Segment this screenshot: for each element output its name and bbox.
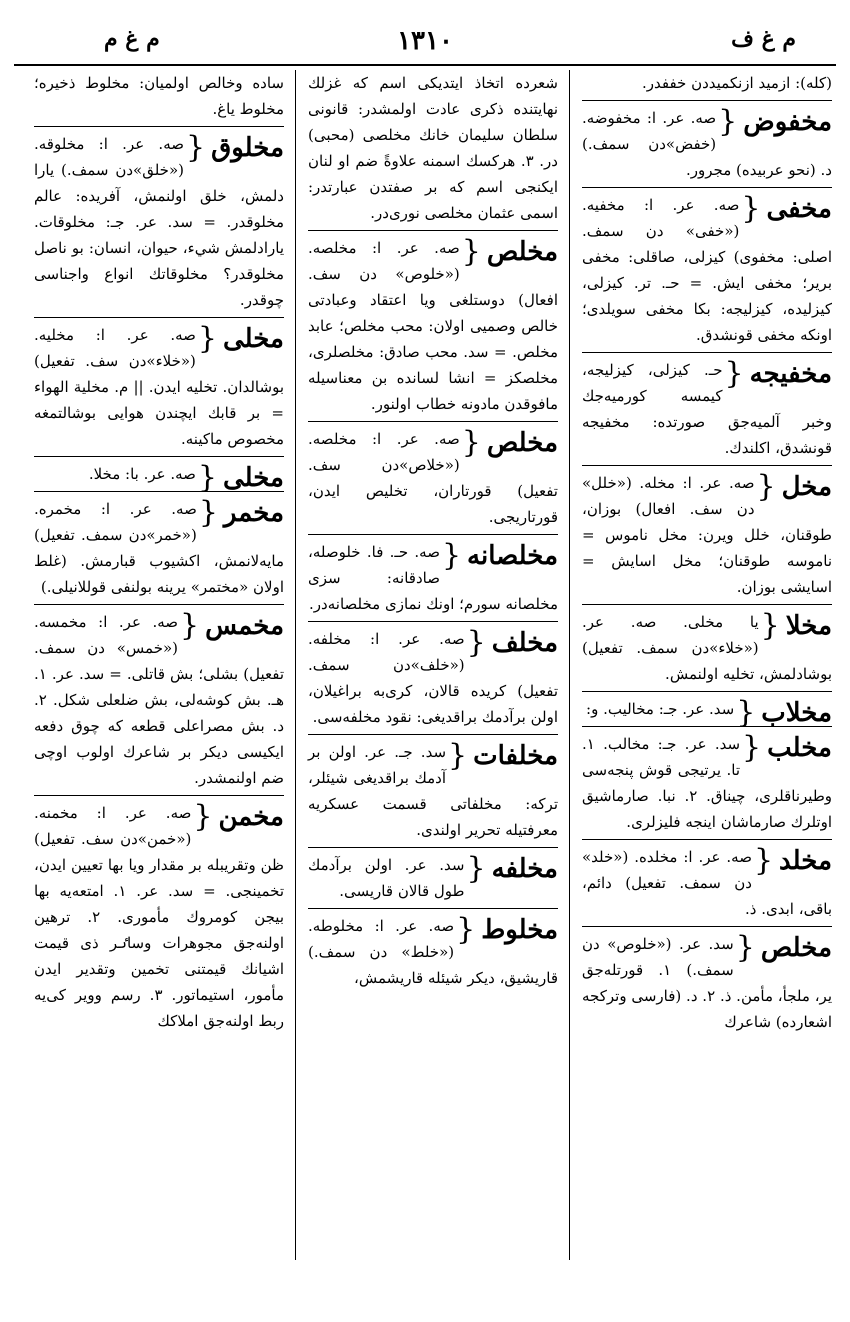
entry-headword: مخمس [205,611,284,641]
dictionary-entry [582,192,832,353]
column-left [30,70,288,1260]
header-rule [14,64,836,66]
dictionary-entry [582,731,832,840]
entry-definition: صه. عر. ا: مخمره. («خمر»دن سمف. تفعيل) مايه‌لانمش، اكشيوب قبارمش. (غلط اولان «مختمر» يرينه بولنفی قوللانيلی.) [34,500,284,596]
entry-definition: صه. عر. ا: مخلصه. («خلوص» دن سف. افعال) دوستلغی ويا اعتقاد وعبادتی خالص وصميی اولان: محب مخلص؛ عابد مخلص. = سد. محب صادق: مخلصلری، مخلصكز = انشا لسانده بن معناسيله مافوقدن مادونه خطاب اولنور. [308,239,558,413]
entry-brace: { [461,234,481,269]
entry-brace: { [718,104,738,139]
entry-definition: صه. عر. ا: مخلوقه. («خلق»دن سمف.) يارا دلمش، خلق اولنمش، آفريده: عالم مخلوقدر. = سد. عر. جـ: مخلوقات. يارادلمش شيء، حيوان، انسان: بو ناصل مخلوقدر؟ مخلوقاتك انواع واجناسی چوقدر. [34,135,284,309]
entry-headword: مخلاب [761,698,832,728]
entry-headword: مخلا [785,611,832,641]
entry-brace: { [448,738,468,773]
entry-brace: { [741,191,761,226]
entry-headword: مخمر [223,498,284,528]
dictionary-entry [582,695,832,730]
dictionary-entry [582,609,832,692]
dictionary-entry [582,844,832,927]
entry-brace: { [756,469,776,504]
entry-definition: (كله): ازميد ازنكميددن خففدر. [641,74,832,92]
entry-definition: صه. حـ. فا. خلوصله، صادقانه: سزی مخلصانه سورم؛ اونك نمازی مخلصانه‌در. [308,543,558,613]
dictionary-entry [308,235,558,422]
dictionary-entry [308,426,558,535]
entry-brace: { [197,460,217,495]
entry-definition: شعرده اتخاذ ايتديكی اسم كه غزلك نهايتنده ذكری عادت اولمشدر: قانونی سلطان سليمان خانك مخلصی (محبی) در. ٣. هركسك اسمنه علاوةً ضم او لنان ايكنجی اسم كه بر صفتدن عبارتدر: اسمی عثمان مخلصی نوری‌در. [308,74,558,222]
dictionary-entry [308,626,558,735]
dictionary-page [14,20,836,1270]
header-right-guideword: م غ ف [731,26,796,52]
entry-brace: { [198,495,218,530]
dictionary-entry [582,70,832,101]
dictionary-entry [308,852,558,909]
entry-definition: سد. جـ. عر. اولن بر آدمك براقديغی شيئلر، تركه: مخلفاتی قسمت عسكريه معرفتيله تحرير اولندی. [308,743,558,839]
entry-brace: { [185,130,206,165]
column-divider [295,70,296,1260]
entry-definition: صه. عر. ا: مخلفه. («خلف»دن سمف. تفعيل) كريده قالان، كری‌به براغيلان، اولن برآدمك براقديغی: نقود مخلفه‌سی. [308,630,558,726]
entry-definition: سد. عر. جـ: مخالب. ١. تا. يرتيجی قوش پنجه‌سی وطيرناقلری، چيناق. ٢. نبا. صارماشيق اوتلرك صارماشان اينجه فليزلری. [582,735,833,831]
entry-headword: مخلد [779,846,832,876]
dictionary-entry [34,800,284,1038]
entry-headword: مخلص [486,428,558,458]
entry-definition: صه. عر. ا: مخفوضه. (خفض»دن سمف.) د. (نحو عربيده) مجرور. [582,109,832,179]
entry-definition: صه. عر. ا: مخمسه. («خمس» دن سمف. تفعيل) بشلی؛ بش قاتلی. = سد. عر. ١. هـ. بش كوشه‌لی، بش ضلعلی شكل. ٢. د. بش مصراعلی قطعه كه چوق دفعه ايكيسی ديكر بر شاعرك اولوب اوچی ضم اولنمشدر. [34,613,284,787]
entry-definition: صه. عر. ا: مخلوطه. («خلط» دن سمف.) قاريشيق، ديكر شيئله قاريشمش، [308,917,558,987]
dictionary-entry [582,357,832,466]
header-left-guideword: م غ م [104,26,160,52]
entry-brace: { [735,930,755,965]
dictionary-entry [582,470,832,605]
entry-definition: سد. عر. اولن برآدمك طول قالان قاريسی. [308,856,465,900]
entry-brace: { [197,321,217,356]
entry-headword: مخلوط [481,915,558,945]
dictionary-entry [308,913,558,995]
column-divider [569,70,570,1260]
entry-brace: { [461,425,481,460]
entry-definition: صه. عر. ا: مخلصه. («خلاص»دن سف. تفعيل) قورتاران، تخليص ايدن، قورتاريجی. [308,430,558,526]
entry-headword: مخلص [486,237,558,267]
entry-definition: يا مخلی. صه. عر. («خلاء»دن سمف. تفعيل) بوشادلمش، تخليه اولنمش. [582,613,832,683]
entry-brace: { [466,851,486,886]
entry-headword: مخلص [760,933,832,963]
entry-headword: مخمن [218,802,284,832]
column-middle [304,70,562,1260]
entry-brace: { [736,695,756,730]
entry-brace: { [193,799,213,834]
entry-definition: صه. عر. با: مخلا. [88,465,196,483]
dictionary-entry [34,131,284,318]
entry-headword: مخلی [223,463,284,493]
entry-headword: مخلی [223,324,284,354]
entry-definition: صه. عر. ا: مخفيه. («خفی» دن سمف. اصلی: مخفوی) كيزلی، صاقلی: مخفی برير؛ مخفی ايش. = حـ. تر. كيزلی، كيزليده، كيزليجه: بكا مخفی سويلدی؛ اونكه مخفی قونشدق. [582,196,832,344]
entry-definition: صه. عر. ا: مخليه. («خلاء»دن سف. تفعيل) بوشالدان. تخليه ايدن. || م. مخلية الهواء = بر قابك ايچندن هوايی بوشالتمغه مخصوص ماكينه. [34,326,284,448]
dictionary-entry [34,460,284,495]
entry-definition: حـ. كيزلی، كيزليجه، كيمسه كورميه‌جك وخبر آلميه‌جق صورتده: مخفيجه قونشدق، اكلندك. [582,361,832,457]
entry-brace: { [760,608,780,643]
entry-headword: مخفوض [743,107,832,137]
columns [14,70,836,1260]
entry-headword: مخلوق [211,133,284,163]
entry-brace: { [742,730,762,765]
entry-headword: مخفی [766,194,832,224]
entry-definition: سد. عر. جـ: مخاليب. و: [586,700,735,718]
entry-brace: { [456,912,476,947]
dictionary-entry [34,496,284,605]
dictionary-entry [34,322,284,457]
entry-definition: سد. عر. («خلوص» دن سمف.) ١. قورتله‌جق ير، ملجأ، مأمن. ذ. ٢. د. (فارسی وتركجه اشعارده) شاعرك [582,935,832,1031]
entry-headword: مخل [781,472,832,502]
entry-definition: ساده وخالص اولميان: مخلوط ذخيره؛ مخلوط ياغ. [34,74,284,118]
entry-headword: مخلصانه [467,541,558,571]
entry-brace: { [441,538,462,573]
entry-brace: { [180,608,200,643]
dictionary-entry [34,609,284,796]
column-right [578,70,836,1260]
entry-definition: صه. عر. ا: مخلده. («خلد» دن سمف. تفعيل) دائم، باقی، ابدی. ذ. [582,848,832,918]
dictionary-entry [308,539,558,622]
entry-headword: مخلف [491,628,558,658]
dictionary-entry [34,70,284,127]
dictionary-entry [308,739,558,848]
entry-headword: مخفيجه [749,359,832,389]
entry-brace: { [753,843,774,878]
entry-brace: { [466,625,486,660]
page-header [14,20,836,64]
page-number: ١٣١٠ [397,26,453,56]
dictionary-entry [582,105,832,188]
entry-definition: صه. عر. ا: مخمنه. («خمن»دن سف. تفعيل) ظن وتقريبله بر مقدار ويا بها تعيين ايدن، تخمينجی. = سد. عر. ١. امتعه‌يه بها بيجن كومروك مأموری. ٢. ترهين اولنه‌جق مجوهرات وساٸر ذی قيمت اشيانك قيمتنی تخمين وتقدير ايدن مأمور، استيماتور. ٣. رسم ووير كی‌يه ربط اولنه‌جق املاكك [34,804,285,1030]
entry-brace: { [724,356,744,391]
entry-headword: مخلب [767,733,832,763]
dictionary-entry [308,70,558,231]
entry-definition: صه. عر. ا: مخله. («خلل» دن سف. افعال) بوزان، طوقنان، خلل ويرن: مخل ناموس = ناموسه طوقنان؛ مخل اسايش = اسايشی بوزان. [582,474,832,596]
dictionary-entry [582,931,832,1039]
entry-headword: مخلفه [491,854,558,884]
entry-headword: مخلفات [473,741,558,771]
